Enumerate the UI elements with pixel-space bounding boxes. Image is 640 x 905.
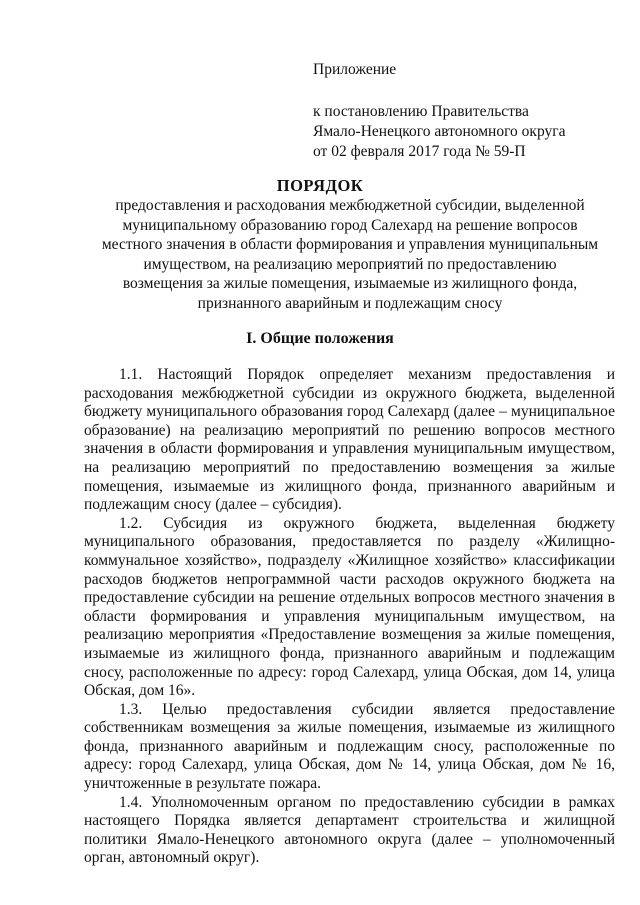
appendix-line-2: Ямало-Ненецкого автономного округа [313,123,566,140]
paragraph-1-4: 1.4. Уполномоченным органом по предоставлению субсидии в рамках настоящего Порядка является департамент строительства и жилищной политики Ямало-Ненецкого автономного округа (далее – уполномоченный орган, автономный округ). [84,793,615,867]
section-heading: I. Общие положения [246,330,394,347]
document-subtitle [90,196,610,313]
appendix-title: Приложение [313,61,397,78]
subtitle-line: местного значения в области формирования и управления муниципальным [101,236,599,253]
subtitle-line: возмещения за жилые помещения, изымаемые из жилищного фонда, [122,275,578,292]
subtitle-line: признанного аварийным и подлежащим сносу [197,294,503,312]
subtitle-line: имуществом, на реализацию мероприятий по предоставлению [143,255,557,273]
subtitle-line: предоставления и расходования межбюджетной субсидии, выделенной [115,197,585,214]
appendix-line-3: от 02 февраля 2017 года № 59-П [313,143,526,160]
appendix-block [313,60,565,162]
subtitle-line: муниципальному образованию город Салехард на решение вопросов [122,216,578,234]
document-title: ПОРЯДОК [276,176,364,195]
document-body [84,366,615,868]
paragraph-1-2: 1.2. Субсидия из окружного бюджета, выделенная бюджету муниципального образования, предоставляется по разделу «Жилищно-коммунальное хозяйство», подразделу «Жилищное хозяйство» классификации расходов бюджетов непрограммной части расходов окружного бюджета на предоставление субсидии на решение отдельных вопросов местного значения в области формирования и управления муниципальным имуществом, на реализацию мероприятия «Предоставление возмещения за жилые помещения, изымаемые из жилищного фонда, признанного аварийным и подлежащим сносу, расположенные по адресу: город Салехард, улица Обская, дом 14, улица Обская, дом 16». [84,514,615,700]
paragraph-1-1: 1.1. Настоящий Порядок определяет механизм предоставления и расходования межбюджетной субсидии из окружного бюджета, выделенной бюджету муниципального образования город Салехард (далее – муниципальное образование) на реализацию мероприятий по решению вопросов местного значения в области формирования и управления муниципальным имуществом, на реализацию мероприятий по предоставлению возмещения за жилые помещения, изымаемые из жилищного фонда, признанного аварийным и подлежащим сносу (далее – субсидия). [84,366,615,514]
paragraph-1-3: 1.3. Целью предоставления субсидии является предоставление собственникам возмещения за жилые помещения, изымаемые из жилищного фонда, признанного аварийным и подлежащим сносу, расположенные по адресу: город Салехард, улица Обская, дом № 14, улица Обская, дом № 16, уничтоженные в результате пожара. [84,700,615,793]
appendix-line-1: к постановлению Правительства [313,103,529,120]
